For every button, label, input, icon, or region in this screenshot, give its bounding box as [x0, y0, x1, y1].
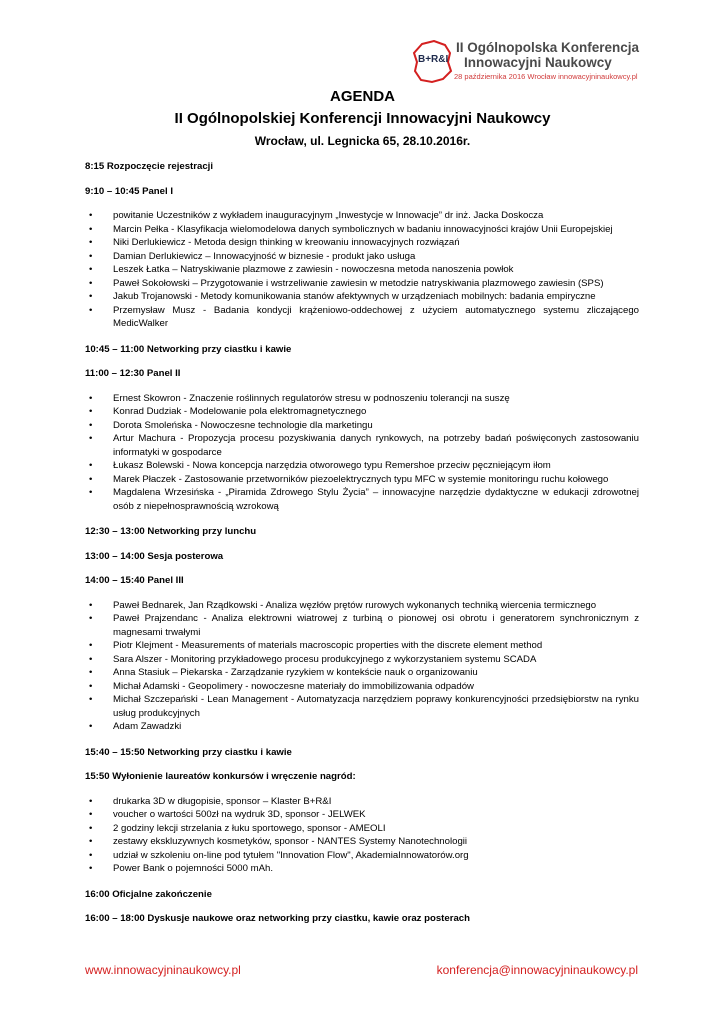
- agenda-item-list: [85, 795, 639, 876]
- agenda-item: • Sara Alszer - Monitoring przykładowego procesu produkcyjnego z wykorzystaniem systemu SCADA: [85, 653, 639, 667]
- conference-name: II Ogólnopolskiej Konferencji Innowacyjni Naukowcy: [174, 110, 551, 127]
- agenda-section-heading: 14:00 – 15:40 Panel III: [85, 575, 184, 586]
- conference-logo: [412, 40, 652, 88]
- agenda-item: • Paweł Sokołowski – Przygotowanie i wstrzeliwanie zawiesin w metodzie natryskiwania plazmowego zawiesin (SPS): [85, 277, 639, 291]
- agenda-item: • Power Bank o pojemności 5000 mAh.: [85, 862, 639, 876]
- agenda-section-heading: 9:10 – 10:45 Panel I: [85, 185, 173, 197]
- agenda-section-heading: 15:40 – 15:50 Networking przy ciastku i kawie: [85, 746, 292, 758]
- agenda-item: • Adam Zawadzki: [85, 720, 639, 734]
- agenda-item: • Paweł Prajzendanc - Analiza elektrowni wiatrowej z turbiną o pionowej osi obrotu i generatorem synchronicznym z magnesami trwałymi: [85, 612, 639, 639]
- agenda-section-heading: 11:00 – 12:30 Panel II: [85, 368, 181, 379]
- agenda-item: • Marek Płaczek - Zastosowanie przetworników piezoelektrycznych typu MFC w systemie monitoringu ruchu kołowego: [85, 473, 639, 487]
- page-title: AGENDA: [329, 88, 395, 105]
- agenda-section-heading: 15:50 Wyłonienie laureatów konkursów i wręczenie nagród:: [85, 771, 356, 782]
- agenda-item-list: [85, 209, 639, 331]
- agenda-item: • powitanie Uczestników z wykładem inauguracyjnym „Inwestycje w Innowacje” dr inż. Jacka Doskocza: [85, 209, 639, 223]
- agenda-item: • voucher o wartości 500zł na wydruk 3D, sponsor - JELWEK: [85, 808, 639, 822]
- agenda-item: • Piotr Klejment - Measurements of materials macroscopic properties with the discrete element method: [85, 639, 639, 653]
- agenda-item: • Paweł Bednarek, Jan Rządkowski - Analiza węzłów prętów rurowych wykonanych techniką wiercenia termicznego: [85, 599, 639, 613]
- agenda-item: • Leszek Łatka – Natryskiwanie plazmowe z zawiesin - nowoczesna metoda nanoszenia powłok: [85, 263, 639, 277]
- agenda-section-heading: 10:45 – 11:00 Networking przy ciastku i kawie: [85, 343, 292, 355]
- agenda-item: • zestawy ekskluzywnych kosmetyków, sponsor - NANTES Systemy Nanotechnologii: [85, 835, 639, 849]
- agenda-item: • Przemysław Musz - Badania kondycji krążeniowo-oddechowej z użyciem automatycznego systemu zliczającego MedicWalker: [85, 304, 639, 331]
- agenda-item: • Michał Adamski - Geopolimery - nowoczesne materiały do immobilizowania odpadów: [85, 680, 639, 694]
- agenda-section-heading: 8:15 Rozpoczęcie rejestracji: [85, 161, 213, 172]
- logo-badge: B+R&I: [418, 54, 449, 65]
- logo-date-line: 28 października 2016 Wrocław innowacyjninaukowcy.pl: [454, 72, 638, 81]
- agenda-item: • Łukasz Bolewski - Nowa koncepcja narzędzia otworowego typu Remershoe przeciw pęczniejącym iłom: [85, 459, 639, 473]
- agenda-item-list: [85, 599, 639, 734]
- agenda-item: • Michał Szczepański - Lean Management - Automatyzacja narzędziem poprawy konkurencyjności przedsiębiorstw na rynku usług produkcyjnych: [85, 693, 639, 720]
- email-link[interactable]: konferencja@innowacyjninaukowcy.pl: [436, 963, 638, 977]
- agenda-section-heading: 16:00 Oficjalne zakończenie: [85, 888, 212, 900]
- agenda-item: • Niki Derlukiewicz - Metoda design thinking w kreowaniu innowacyjnych rozwiązań: [85, 236, 639, 250]
- agenda-item: • Ernest Skowron - Znaczenie roślinnych regulatorów stresu w podnoszeniu tolerancji na suszę: [85, 392, 639, 406]
- agenda-item: • Damian Derlukiewicz – Innowacyjność w biznesie - produkt jako usługa: [85, 250, 639, 264]
- agenda-item: • Anna Stasiuk – Piekarska - Zarządzanie ryzykiem w kontekście nauk o organizowaniu: [85, 666, 639, 680]
- agenda-item: • Magdalena Wrzesińska - „Piramida Zdrowego Stylu Życia” – innowacyjne narzędzie dydaktyczne w edukacji zdrowotnej osób z niepełnosprawnością wzrokową: [85, 486, 639, 513]
- agenda-item: • Artur Machura - Propozycja procesu pozyskiwania danych rynkowych, na potrzeby badań poświęconych zastosowaniu informatyki w gospodarce: [85, 432, 639, 459]
- agenda-list: [85, 160, 639, 937]
- agenda-section-heading: 12:30 – 13:00 Networking przy lunchu: [85, 526, 257, 537]
- agenda-item: • Konrad Dudziak - Modelowanie pola elektromagnetycznego: [85, 405, 639, 419]
- agenda-item: • 2 godziny lekcji strzelania z łuku sportowego, sponsor - AMEOLI: [85, 822, 639, 836]
- logo-title-line2: Innowacyjni Naukowcy: [464, 55, 612, 70]
- agenda-item-list: [85, 392, 639, 514]
- logo-title-line1: II Ogólnopolska Konferencja: [456, 40, 640, 55]
- agenda-item: • udział w szkoleniu on-line pod tytułem "Innovation Flow", AkademiaInnowatorów.org: [85, 849, 639, 863]
- conference-location: Wrocław, ul. Legnicka 65, 28.10.2016r.: [254, 134, 471, 148]
- agenda-section-heading: 13:00 – 14:00 Sesja posterowa: [85, 550, 224, 562]
- agenda-section-heading: 16:00 – 18:00 Dyskusje naukowe oraz networking przy ciastku, kawie oraz posterach: [85, 913, 470, 924]
- website-link[interactable]: www.innowacyjninaukowcy.pl: [85, 963, 241, 977]
- agenda-item: • Jakub Trojanowski - Metody komunikowania stanów afektywnych w urządzeniach mobilnych: badania empiryczne: [85, 290, 639, 304]
- agenda-item: • drukarka 3D w długopisie, sponsor – Klaster B+R&I: [85, 795, 639, 809]
- agenda-item: • Dorota Smoleńska - Nowoczesne technologie dla marketingu: [85, 419, 639, 433]
- agenda-item: • Marcin Pełka - Klasyfikacja wielomodelowa danych symbolicznych w badaniu innowacyjności krajów Unii Europejskiej: [85, 223, 639, 237]
